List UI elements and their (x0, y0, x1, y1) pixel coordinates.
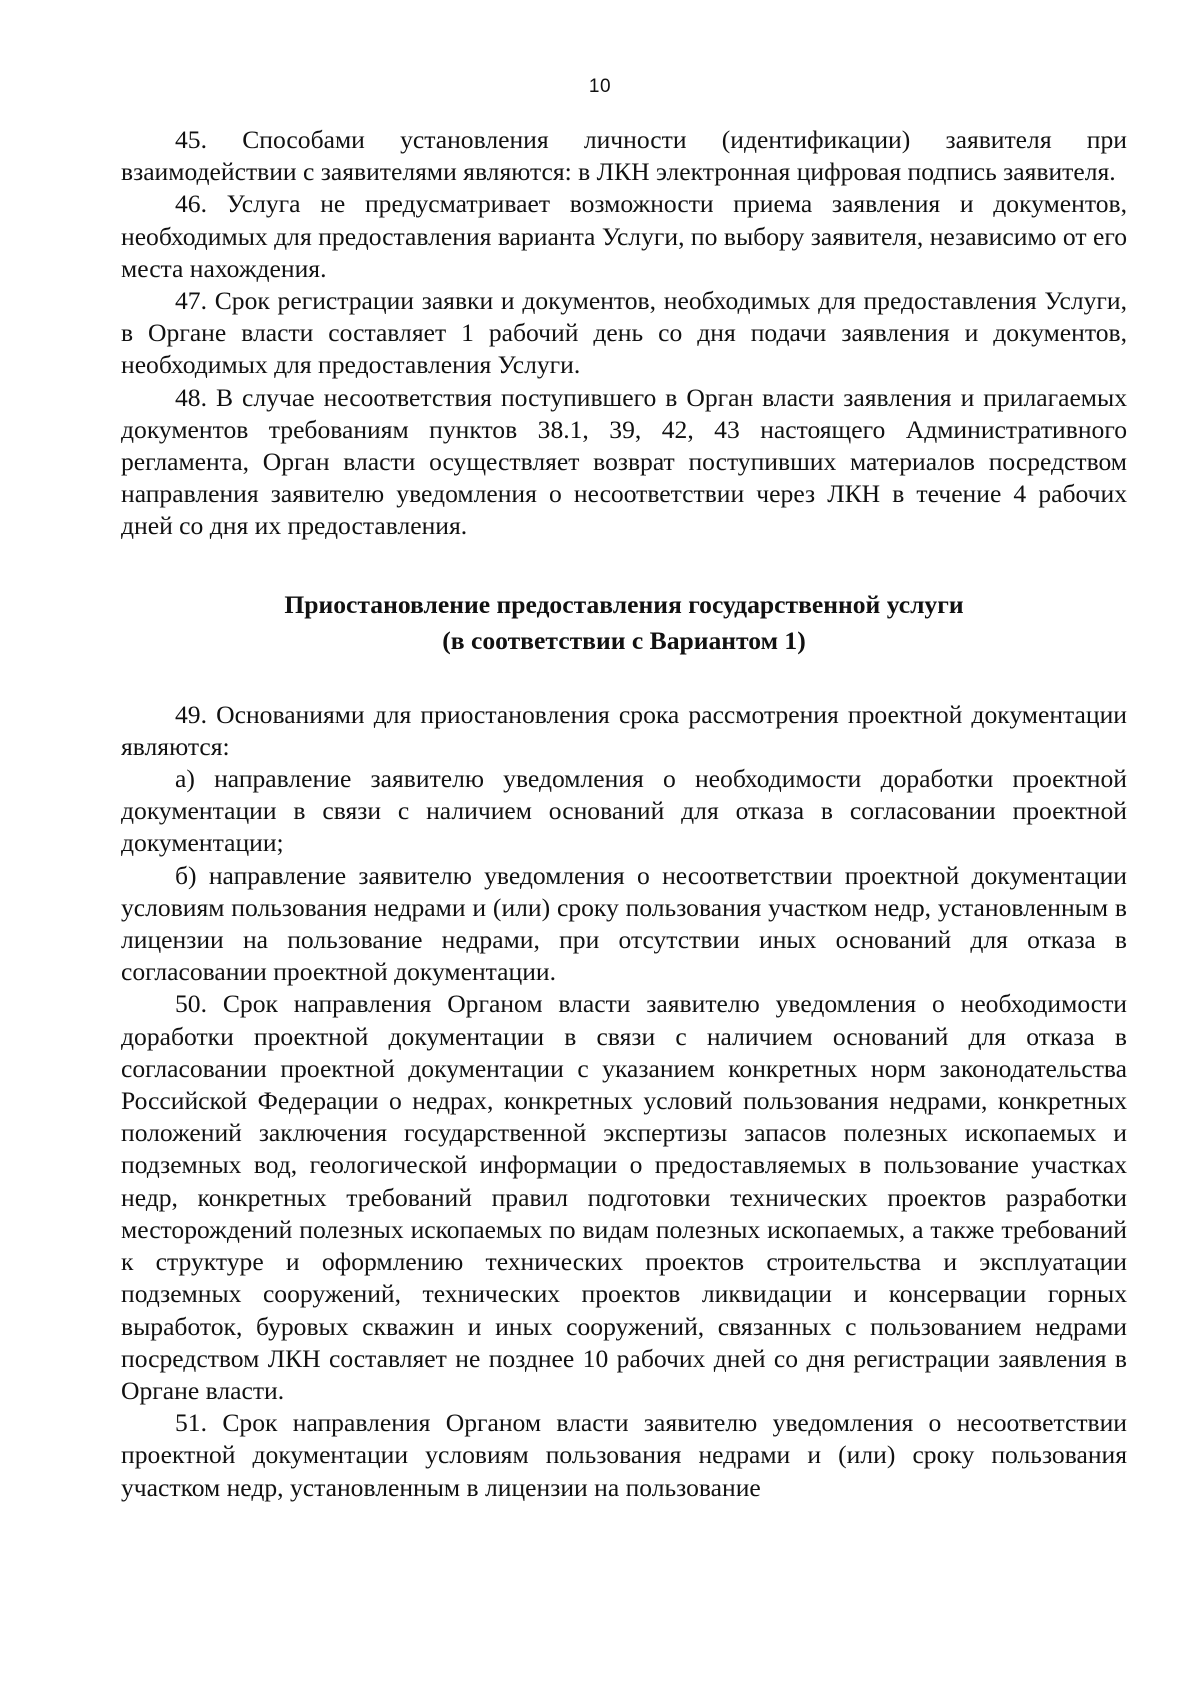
section-heading (121, 587, 1127, 659)
section-heading-line-2: (в соответствии с Вариантом 1) (442, 625, 806, 655)
paragraph-50: 50. Срок направления Органом власти заявителю уведомления о необходимости доработки проектной документации в связи с наличием оснований для отказа в согласовании проектной документации с указанием конкретных норм законодательства Российской Федерации о недрах, конкретных условий пользования недрами, конкретных положений заключения государственной экспертизы запасов полезных ископаемых и подземных вод, геологической информации о предоставляемых в пользование участках недр, конкретных требований правил подготовки технических проектов разработки месторождений полезных ископаемых по видам полезных ископаемых, а также требований к структуре и оформлению технических проектов строительства и эксплуатации подземных сооружений, технических проектов ликвидации и консервации горных выработок, буровых скважин и иных сооружений, связанных с пользованием недрами посредством ЛКН составляет не позднее 10 рабочих дней со дня регистрации заявления в Органе власти. (121, 989, 1127, 1405)
paragraph-49-a: а) направление заявителю уведомления о необходимости доработки проектной документации в связи с наличием оснований для отказа в согласовании проектной документации; (121, 764, 1127, 858)
page-number: 10 (588, 76, 612, 97)
paragraph-51: 51. Срок направления Органом власти заявителю уведомления о несоответствии проектной документации условиям пользования недрами и (или) сроку пользования участком недр, установленным в лицензии на пользование (121, 1408, 1127, 1502)
paragraph-49-b: б) направление заявителю уведомления о несоответствии проектной документации условиям пользования недрами и (или) сроку пользования участком недр, установленным в лицензии на пользование недрами, при отсутствии иных оснований для отказа в согласовании проектной документации. (121, 860, 1127, 987)
paragraph-46: 46. Услуга не предусматривает возможности приема заявления и документов, необходимых для предоставления варианта Услуги, по выбору заявителя, независимо от его места нахождения. (121, 189, 1127, 283)
document-body (121, 124, 1127, 1504)
paragraph-45: 45. Способами установления личности (идентификации) заявителя при взаимодействии с заявителями являются: в ЛКН электронная цифровая подпись заявителя. (121, 125, 1127, 187)
paragraph-48: 48. В случае несоответствия поступившего в Орган власти заявления и прилагаемых документов требованиям пунктов 38.1, 39, 42, 43 настоящего Административного регламента, Орган власти осуществляет возврат поступивших материалов посредством направления заявителю уведомления о несоответствии через ЛКН в течение 4 рабочих дней со дня их предоставления. (121, 382, 1127, 541)
paragraph-49: 49. Основаниями для приостановления срока рассмотрения проектной документации являются: (121, 699, 1127, 761)
paragraph-47: 47. Срок регистрации заявки и документов, необходимых для предоставления Услуги, в Органе власти составляет 1 рабочий день со дня подачи заявления и документов, необходимых для предоставления Услуги. (121, 286, 1127, 380)
section-heading-line-1: Приостановление предоставления государственной услуги (284, 589, 964, 619)
